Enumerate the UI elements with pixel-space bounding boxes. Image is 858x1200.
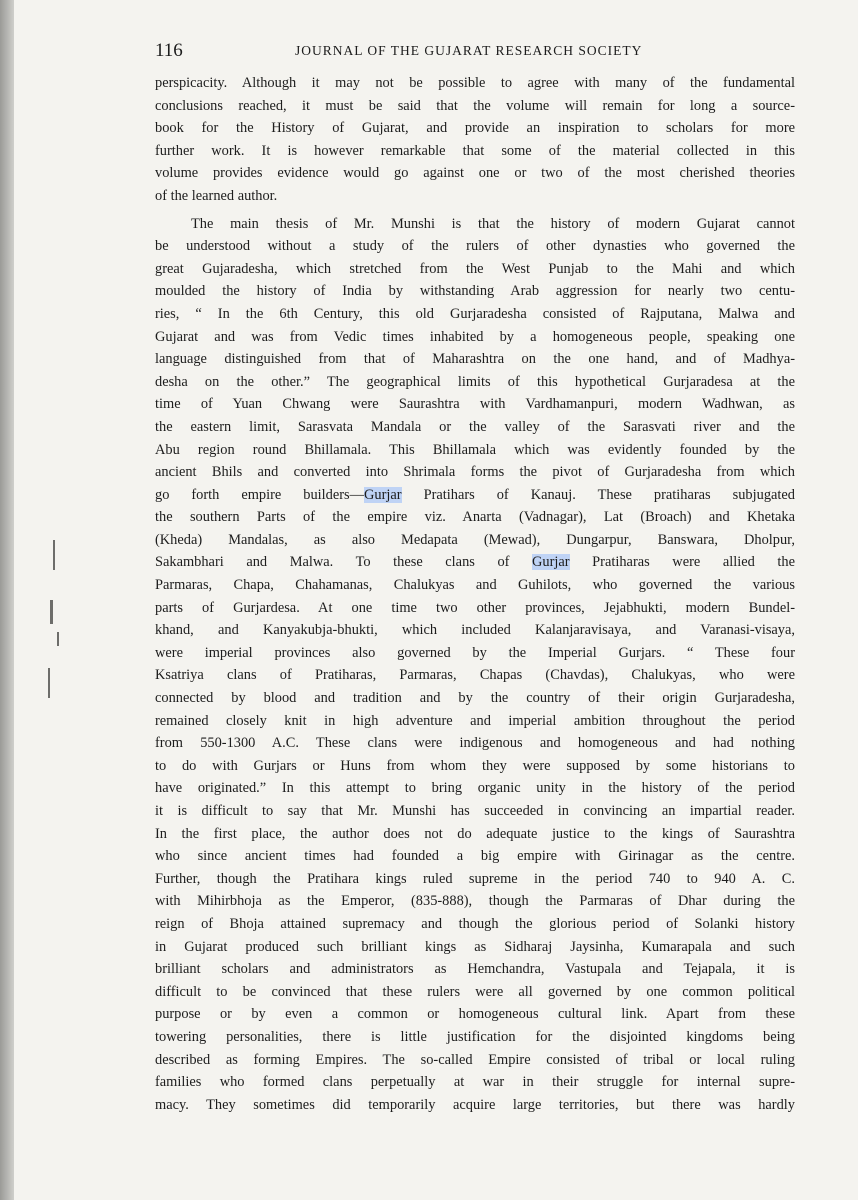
text-line: ancient Bhils and converted into Shrimala forms the pivot of Gurjaradesha from which bbox=[155, 464, 795, 481]
text-line: have originated.” In this attempt to bring organic unity in the history of the period bbox=[155, 780, 795, 797]
text-line: great Gujaradesha, which stretched from the West Punjab to the Mahi and which bbox=[155, 260, 795, 277]
running-title: JOURNAL OF THE GUJARAT RESEARCH SOCIETY bbox=[295, 43, 643, 58]
text-line: parts of Gurjardesa. At one time two other provinces, Jejabhukti, modern Bundel- bbox=[155, 599, 795, 616]
page-number: 116 bbox=[155, 40, 183, 61]
text-line: volume provides evidence would go against one or two of the most cherished theories bbox=[155, 165, 795, 182]
text-line: from 550-1300 A.C. These clans were indigenous and homogeneous and had nothing bbox=[155, 735, 795, 752]
text-line: of the learned author. bbox=[155, 187, 278, 204]
text-line: brilliant scholars and administrators as Hemchandra, Vastupala and Tejapala, it is bbox=[155, 961, 795, 978]
text-line: khand, and Kanyakubja-bhukti, which included Kalanjaravisaya, and Varanasi-visaya, bbox=[155, 622, 795, 639]
text-line: Gujarat and was from Vedic times inhabited by a homogeneous people, speaking one bbox=[155, 328, 795, 345]
text-line: In the first place, the author does not do adequate justice to the kings of Saurashtra bbox=[155, 825, 795, 842]
text-segment: Sakambhari and Malwa. To these clans of bbox=[155, 554, 533, 571]
text-line: described as forming Empires. The so-called Empire consisted of tribal or local ruling bbox=[155, 1051, 795, 1068]
text-line: The main thesis of Mr. Munshi is that the history of modern Gujarat cannot bbox=[191, 215, 795, 232]
text-line: (Kheda) Mandalas, as also Medapata (Mewad), Dungarpur, Banswara, Dholpur, bbox=[155, 531, 795, 548]
text-line: language distinguished from that of Maharashtra on the one hand, and of Madhya- bbox=[155, 351, 795, 368]
text-line: purpose or by even a common or homogeneous cultural link. Apart from these bbox=[155, 1006, 795, 1023]
text-line: desha on the other.” The geographical limits of this hypothetical Gurjaradesa at the bbox=[155, 373, 795, 390]
text-line: reign of Bhoja attained supremacy and though the glorious period of Solanki history bbox=[155, 915, 795, 932]
text-line: it is difficult to say that Mr. Munshi has succeeded in convincing an impartial reader. bbox=[155, 803, 795, 819]
text-line: were imperial provinces also governed by the Imperial Gurjars. “ These four bbox=[155, 644, 795, 661]
text-line: in Gujarat produced such brilliant kings as Sidharaj Jaysinha, Kumarapala and such bbox=[155, 938, 795, 955]
text-line: Parmaras, Chapa, Chahamanas, Chalukyas and Guhilots, who governed the various bbox=[155, 577, 795, 594]
text-line: to do with Gurjars or Huns from whom they were supposed by some historians to bbox=[155, 757, 795, 774]
text-line: time of Yuan Chwang were Saurashtra with Vardhamanpuri, modern Wadhwan, as bbox=[155, 396, 795, 413]
search-highlight: Gurjar bbox=[532, 554, 570, 571]
text-line: Abu region round Bhillamala. This Bhillamala which was evidently founded by the bbox=[155, 441, 795, 458]
paragraph-1 bbox=[155, 72, 795, 208]
text-line: further work. It is however remarkable that some of the material collected in this bbox=[155, 142, 795, 159]
search-highlight: Gurjar bbox=[364, 486, 402, 503]
text-line: families who formed clans perpetually at war in their struggle for internal supre- bbox=[155, 1074, 795, 1091]
text-line: who since ancient times had founded a big empire with Girinagar as the centre. bbox=[155, 848, 795, 865]
text-line: difficult to be convinced that these rulers were all governed by one common political bbox=[155, 983, 795, 1000]
text-line: conclusions reached, it must be said that the volume will remain for long a source- bbox=[155, 97, 795, 114]
text-line: the southern Parts of the empire viz. Anarta (Vadnagar), Lat (Broach) and Khetaka bbox=[155, 509, 795, 526]
text-line bbox=[155, 484, 795, 507]
text-line: macy. They sometimes did temporarily acquire large territories, but there was hardly bbox=[155, 1096, 795, 1113]
text-line: Further, though the Pratihara kings ruled supreme in the period 740 to 940 A. C. bbox=[155, 870, 795, 887]
paragraph-2 bbox=[155, 213, 795, 1117]
text-line: connected by blood and tradition and by the country of their origin Gurjaradesha, bbox=[155, 690, 795, 707]
text-line: perspicacity. Although it may not be possible to agree with many of the fundamental bbox=[155, 75, 795, 91]
article-body bbox=[155, 72, 795, 1116]
text-line: moulded the history of India by withstanding Arab aggression for nearly two centu- bbox=[155, 283, 795, 300]
text-line: ries, “ In the 6th Century, this old Gurjaradesha consisted of Rajputana, Malwa and bbox=[155, 305, 795, 322]
text-segment: go forth empire builders— bbox=[155, 486, 365, 503]
page-header bbox=[145, 40, 785, 66]
text-line: be understood without a study of the rulers of other dynasties who governed the bbox=[155, 238, 795, 255]
text-line: with Mihirbhoja as the Emperor, (835-888), though the Parmaras of Dhar during the bbox=[155, 893, 795, 910]
text-line: remained closely knit in high adventure and imperial ambition throughout the period bbox=[155, 712, 795, 729]
text-line: book for the History of Gujarat, and provide an inspiration to scholars for more bbox=[155, 120, 795, 137]
text-line: the eastern limit, Sarasvata Mandala or the valley of the Sarasvati river and the bbox=[155, 418, 795, 435]
scan-edge-shadow bbox=[0, 0, 14, 1200]
margin-scan-marks bbox=[44, 540, 66, 710]
text-line bbox=[155, 551, 795, 574]
text-segment: Pratihars of Kanauj. These pratiharas subjugated bbox=[401, 486, 795, 503]
text-line: towering personalities, there is little justification for the disjointed kingdoms being bbox=[155, 1028, 795, 1045]
text-line: Ksatriya clans of Pratiharas, Parmaras, Chapas (Chavdas), Chalukyas, who were bbox=[155, 667, 795, 684]
text-segment: Pratiharas were allied the bbox=[569, 554, 795, 571]
